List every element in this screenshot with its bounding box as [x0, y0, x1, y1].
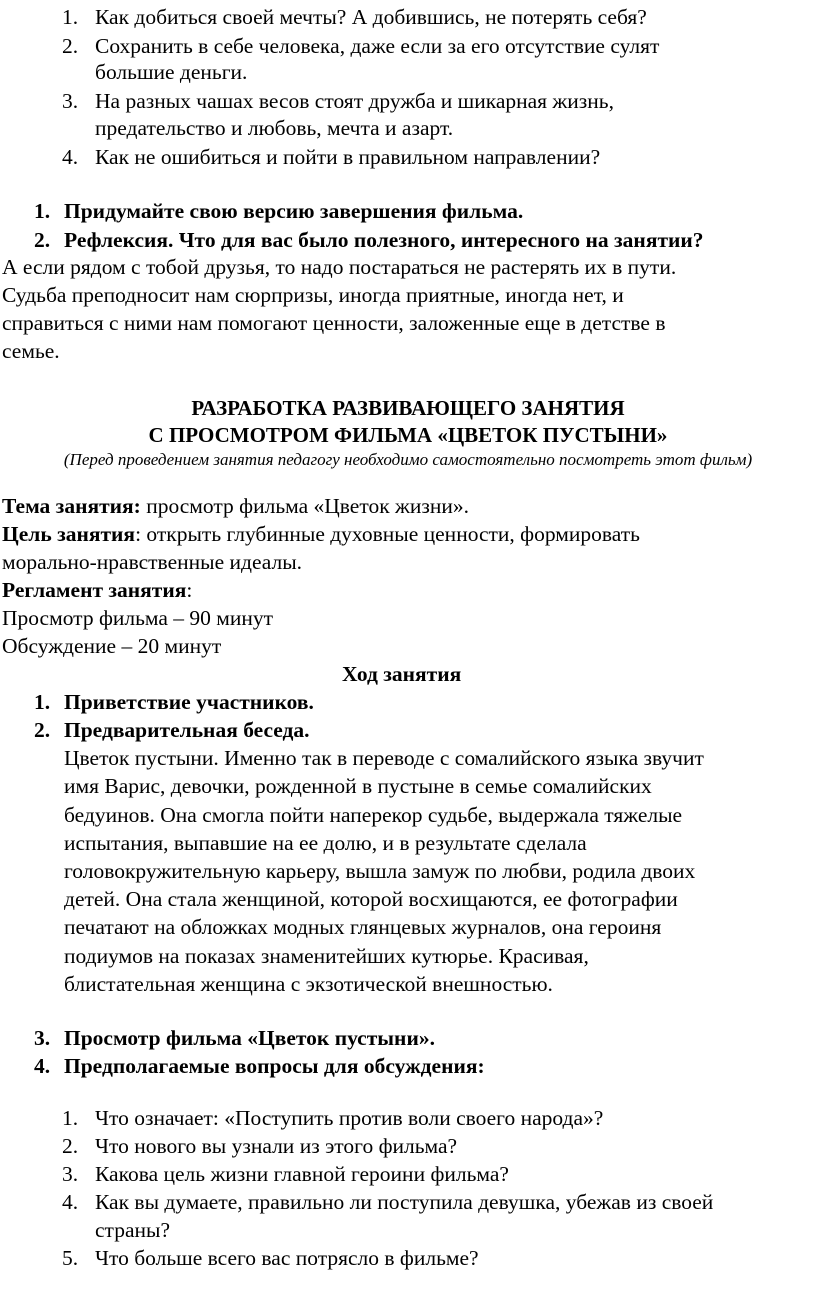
list-number: 4.: [62, 145, 79, 169]
list-number: 3.: [62, 89, 79, 113]
paragraph-line: бедуинов. Она смогла пойти наперекор судьбе, выдержала тяжелые: [64, 803, 683, 827]
paragraph-line: подиумов на показах знаменитейших кутюрье. Красивая,: [64, 944, 589, 968]
question-text: Что больше всего вас потрясло в фильме?: [95, 1246, 479, 1270]
paragraph-line: А если рядом с тобой друзья, то надо постараться не растерять их в пути.: [2, 255, 677, 279]
list-item-text: Как добиться своей мечты? А добившись, не потерять себя?: [95, 5, 647, 29]
list-number: 2.: [62, 1134, 79, 1158]
list-item-text: Сохранить в себе человека, даже если за его отсутствие сулят: [95, 34, 660, 58]
topic-label: Тема занятия:: [2, 494, 141, 518]
list-number: 5.: [62, 1246, 79, 1270]
paragraph-line: семье.: [2, 339, 60, 363]
step-text: Предполагаемые вопросы для обсуждения:: [64, 1054, 485, 1078]
schedule-line: [2, 576, 192, 605]
list-number: 4.: [62, 1190, 79, 1214]
question-text: страны?: [95, 1218, 170, 1242]
question-text: Какова цель жизни главной героини фильма?: [95, 1162, 509, 1186]
step-text: Просмотр фильма «Цветок пустыни».: [64, 1026, 435, 1050]
list-number: 2.: [62, 34, 79, 58]
schedule-colon: :: [186, 578, 193, 602]
heading-line-2: С ПРОСМОТРОМ ФИЛЬМА «ЦВЕТОК ПУСТЫНИ»: [148, 423, 668, 447]
schedule-item: Обсуждение – 20 минут: [2, 634, 222, 658]
question-text: Что означает: «Поступить против воли своего народа»?: [95, 1106, 604, 1130]
topic-line: [2, 492, 469, 521]
goal-line: [2, 520, 640, 549]
goal-label: Цель занятия: [2, 522, 136, 546]
list-number: 3.: [34, 1026, 51, 1050]
progress-title: Ход занятия: [342, 662, 462, 686]
paragraph-line: печатают на обложках модных глянцевых журналов, она героиня: [64, 915, 662, 939]
paragraph-line: головокружительную карьеру, вышла замуж по любви, родила двоих: [64, 859, 696, 883]
step-text: Приветствие участников.: [64, 690, 314, 714]
paragraph-line: детей. Она стала женщиной, которой восхищаются, ее фотографии: [64, 887, 678, 911]
step-text: Предварительная беседа.: [64, 718, 310, 742]
paragraph-line: испытания, выпавшие на ее долю, и в результате сделала: [64, 831, 587, 855]
goal-value: : открыть глубинные духовные ценности, формировать: [135, 522, 640, 546]
paragraph-line: имя Варис, девочки, рожденной в пустыне в семье сомалийских: [64, 774, 652, 798]
paragraph-line: блистательная женщина с экзотической внешностью.: [64, 972, 553, 996]
list-number: 1.: [62, 1106, 79, 1130]
list-item-text: Как не ошибиться и пойти в правильном направлении?: [95, 145, 601, 169]
list-number: 3.: [62, 1162, 79, 1186]
list-number: 1.: [34, 199, 51, 223]
schedule-item: Просмотр фильма – 90 минут: [2, 606, 274, 630]
list-number: 1.: [62, 5, 79, 29]
goal-value-continued: морально-нравственные идеалы.: [2, 550, 303, 574]
paragraph-line: Судьба преподносит нам сюрпризы, иногда приятные, иногда нет, и: [2, 283, 624, 307]
topic-value: просмотр фильма «Цветок жизни».: [140, 494, 470, 518]
paragraph-line: справиться с ними нам помогают ценности, заложенные еще в детстве в: [2, 311, 666, 335]
list-number: 4.: [34, 1054, 51, 1078]
list-item-text: На разных чашах весов стоят дружба и шикарная жизнь,: [95, 89, 614, 113]
question-text: Как вы думаете, правильно ли поступила девушка, убежав из своей: [95, 1190, 714, 1214]
task-text: Придумайте свою версию завершения фильма.: [64, 199, 524, 223]
list-item-text: предательство и любовь, мечта и азарт.: [95, 116, 454, 140]
list-item-text: большие деньги.: [95, 60, 248, 84]
list-number: 2.: [34, 718, 51, 742]
heading-note: (Перед проведением занятия педагогу необходимо самостоятельно посмотреть этот фильм): [63, 450, 753, 469]
heading-line-1: РАЗРАБОТКА РАЗВИВАЮЩЕГО ЗАНЯТИЯ: [191, 396, 625, 420]
schedule-label: Регламент занятия: [2, 578, 187, 602]
question-text: Что нового вы узнали из этого фильма?: [95, 1134, 458, 1158]
list-number: 1.: [34, 690, 51, 714]
paragraph-line: Цветок пустыни. Именно так в переводе с сомалийского языка звучит: [64, 746, 704, 770]
list-number: 2.: [34, 228, 51, 252]
task-text: Рефлексия. Что для вас было полезного, интересного на занятии?: [64, 228, 704, 252]
